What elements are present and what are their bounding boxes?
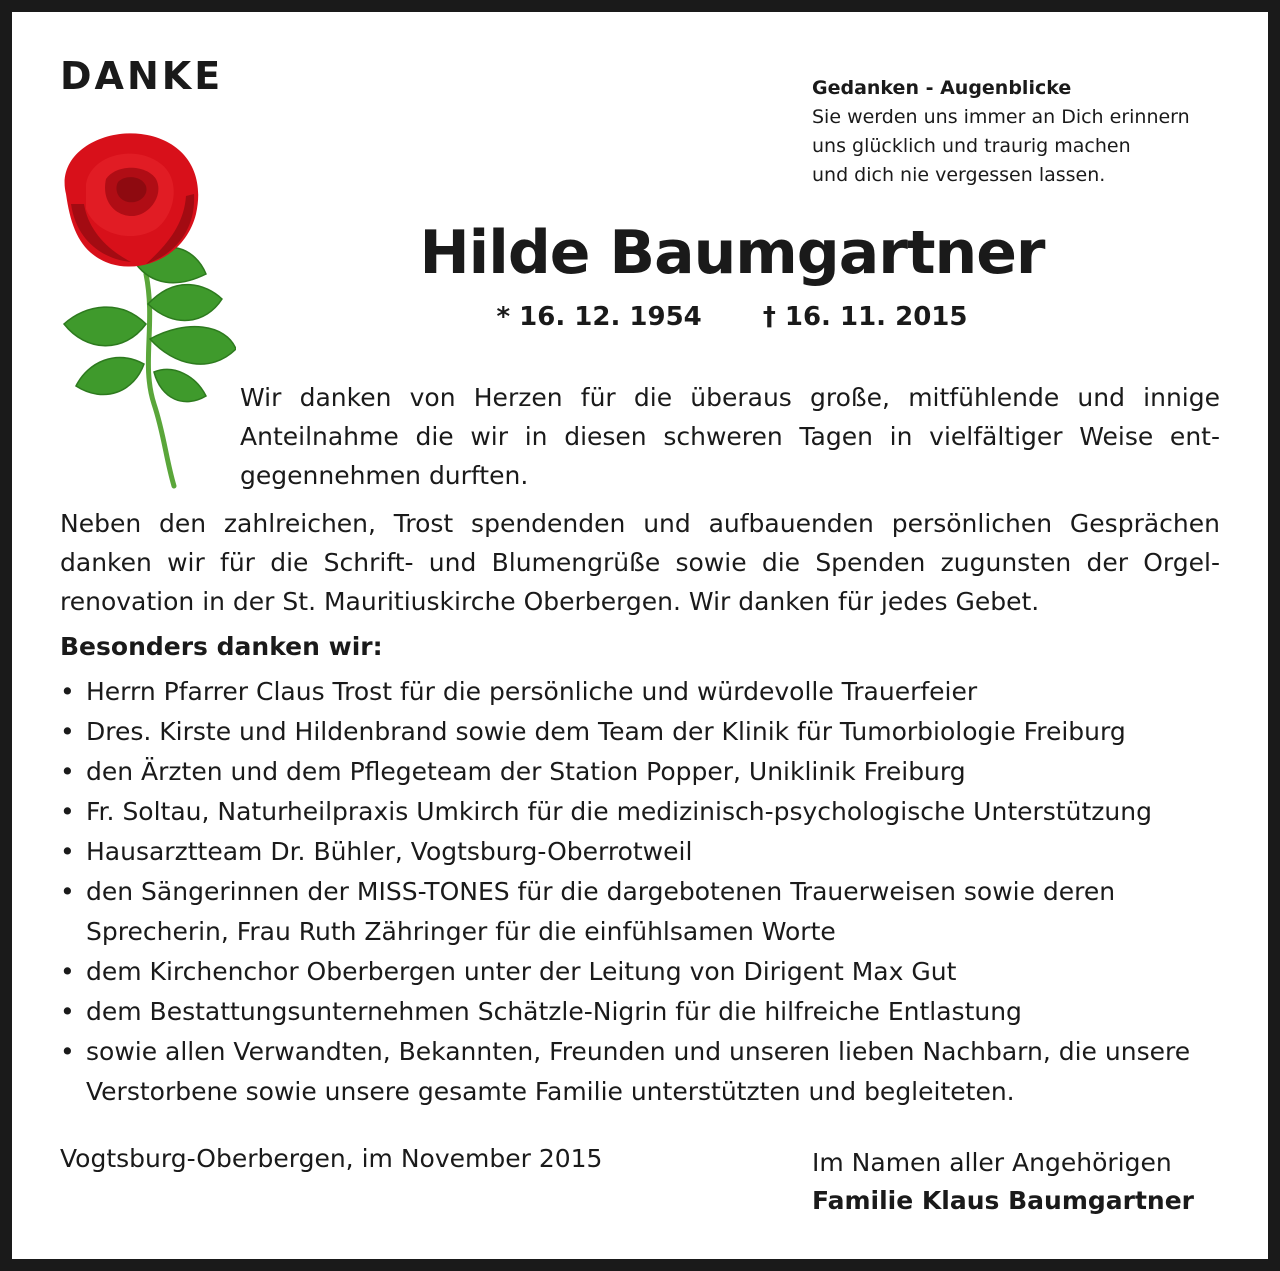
list-item: • dem Bestattungsunternehmen Schätzle-Nigrin für die hilfreiche Entlastung xyxy=(60,992,1230,1032)
list-item: • den Ärzten und dem Pflegeteam der Station Popper, Uniklinik Freiburg xyxy=(60,752,1230,792)
poem-line: uns glücklich und traurig machen xyxy=(812,135,1131,157)
deceased-name: Hilde Baumgartner xyxy=(419,218,1045,288)
list-item: • Herrn Pfarrer Claus Trost für die persönliche und würdevolle Trauerfeier xyxy=(60,672,1230,712)
life-dates xyxy=(312,302,1152,332)
signature-line: Im Namen aller Angehörigen xyxy=(812,1148,1172,1177)
birth-date: * 16. 12. 1954 xyxy=(496,302,702,332)
poem-line: und dich nie vergessen lassen. xyxy=(812,164,1106,186)
list-item: • Fr. Soltau, Naturheilpraxis Umkirch für die medizinisch-psychologische Unterstützung xyxy=(60,792,1230,832)
special-thanks-list xyxy=(60,672,1230,1112)
thanks-paragraph-2: Neben den zahlreichen, Trost spendenden und aufbauenden persönlichen Gesprächen danken wir für die Schrift- und Blumengrüße sowie die Spenden zugunsten der Orgelrenovation in der St. Mauritiuskirche Oberbergen. Wir danken für jedes Gebet. xyxy=(60,509,1220,616)
list-item: • Hausarztteam Dr. Bühler, Vogtsburg-Oberrotweil xyxy=(60,832,1230,872)
thanks-paragraph-1: Wir danken von Herzen für die überaus große, mitfühlende und innige Anteilnahme die wir in diesen schweren Tagen in vielfältiger Weise entgegennehmen durften. xyxy=(240,383,1220,490)
poem-title: Gedanken - Augenblicke xyxy=(812,77,1072,99)
family-name: Familie Klaus Baumgartner xyxy=(812,1186,1194,1215)
list-item: • den Sängerinnen der MISS-TONES für die dargebotenen Trauerweisen sowie deren Sprecherin, Frau Ruth Zähringer für die einfühlsamen Worte xyxy=(60,872,1230,952)
red-rose-image xyxy=(46,124,236,494)
obituary-card xyxy=(12,12,1268,1259)
signature-block xyxy=(812,1144,1194,1220)
list-item: • dem Kirchenchor Oberbergen unter der Leitung von Dirigent Max Gut xyxy=(60,952,1230,992)
poem-line: Sie werden uns immer an Dich erinnern xyxy=(812,106,1190,128)
death-date: † 16. 11. 2015 xyxy=(762,302,968,332)
place-date: Vogtsburg-Oberbergen, im November 2015 xyxy=(60,1144,603,1173)
list-item: • sowie allen Verwandten, Bekannten, Freunden und unseren lieben Nachbarn, die unsere Verstorbene sowie unsere gesamte Familie unterstützten und begleiteten. xyxy=(60,1032,1230,1112)
list-item: • Dres. Kirste und Hildenbrand sowie dem Team der Klinik für Tumorbiologie Freiburg xyxy=(60,712,1230,752)
danke-heading: DANKE xyxy=(60,54,224,98)
poem-block xyxy=(812,74,1190,190)
special-thanks-heading: Besonders danken wir: xyxy=(60,632,383,661)
